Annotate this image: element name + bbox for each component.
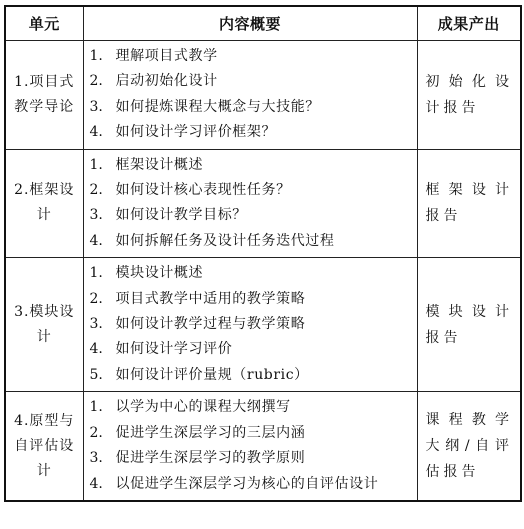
- header-unit: 单元: [5, 6, 83, 41]
- list-item: [84, 44, 417, 69]
- content-cell: [83, 258, 417, 392]
- list-item-number: 3.: [89, 98, 103, 115]
- list-item-number: 1.: [89, 156, 103, 173]
- content-cell: [83, 41, 417, 150]
- list-item-text: 如何设计教学目标？: [115, 207, 247, 224]
- unit-cell: 3.模块设计: [5, 258, 83, 392]
- list-item: [84, 395, 417, 420]
- unit-cell: 4.原型与自评估设计: [5, 392, 83, 501]
- table-row: [5, 392, 521, 501]
- unit-cell: 1.项目式教学导论: [5, 41, 83, 150]
- list-item-text: 启动初始化设计: [115, 73, 218, 90]
- table-body: [5, 41, 521, 501]
- list-item-number: 5.: [89, 366, 103, 383]
- list-item-text: 如何设计核心表现性任务？: [115, 182, 291, 199]
- list-item-number: 4.: [89, 475, 103, 492]
- list-item-number: 1.: [89, 399, 103, 416]
- list-item-number: 2.: [89, 290, 103, 307]
- list-item-text: 以促进学生深层学习为核心的自评估设计: [115, 475, 379, 492]
- list-item-number: 2.: [89, 182, 103, 199]
- list-item-number: 2.: [89, 424, 103, 441]
- list-item: [84, 153, 417, 178]
- list-item: [84, 472, 417, 497]
- result-cell: 课程教学大纲/自评估报告: [417, 392, 521, 501]
- list-item: [84, 120, 417, 145]
- result-cell: 框架设计报告: [417, 149, 521, 258]
- list-item-text: 理解项目式教学: [115, 48, 218, 64]
- list-item: [84, 95, 417, 120]
- list-item-text: 如何设计学习评价: [115, 341, 233, 358]
- result-cell: 模块设计报告: [417, 258, 521, 392]
- content-cell: [83, 392, 417, 501]
- content-list: [84, 261, 417, 388]
- list-item: [84, 312, 417, 337]
- curriculum-table: [4, 5, 522, 502]
- content-list: [84, 153, 417, 255]
- list-item: [84, 178, 417, 203]
- list-item-text: 模块设计概述: [115, 265, 204, 282]
- table-header-row: [5, 6, 521, 41]
- list-item: [84, 203, 417, 228]
- table-row: [5, 258, 521, 392]
- list-item-number: 4.: [89, 124, 103, 141]
- table-row: [5, 41, 521, 150]
- list-item: [84, 261, 417, 286]
- list-item: [84, 363, 417, 388]
- list-item-text: 如何拆解任务及设计任务迭代过程: [115, 232, 335, 249]
- list-item-number: 1.: [89, 48, 103, 64]
- list-item: [84, 229, 417, 254]
- list-item-number: 4.: [89, 341, 103, 358]
- header-result: 成果产出: [417, 6, 521, 41]
- list-item-number: 2.: [89, 73, 103, 90]
- list-item-text: 如何设计评价量规（rubric）: [115, 366, 309, 383]
- content-list: [84, 44, 417, 146]
- list-item-number: 1.: [89, 265, 103, 282]
- list-item: [84, 287, 417, 312]
- list-item-text: 项目式教学中适用的教学策略: [115, 290, 306, 307]
- list-item-text: 以学为中心的课程大纲撰写: [115, 399, 291, 416]
- list-item-number: 3.: [89, 207, 103, 224]
- list-item: [84, 446, 417, 471]
- list-item-text: 促进学生深层学习的三层内涵: [115, 424, 306, 441]
- result-cell: 初始化设计报告: [417, 41, 521, 150]
- list-item-text: 如何设计教学过程与教学策略: [115, 316, 306, 333]
- list-item: [84, 421, 417, 446]
- content-list: [84, 395, 417, 497]
- list-item: [84, 337, 417, 362]
- list-item: [84, 69, 417, 94]
- list-item-number: 3.: [89, 316, 103, 333]
- list-item-text: 如何设计学习评价框架？: [115, 124, 277, 141]
- unit-cell: 2.框架设计: [5, 149, 83, 258]
- list-item-number: 4.: [89, 232, 103, 249]
- list-item-text: 促进学生深层学习的教学原则: [115, 450, 306, 467]
- content-cell: [83, 149, 417, 258]
- header-content: 内容概要: [83, 6, 417, 41]
- list-item-number: 3.: [89, 450, 103, 467]
- table-row: [5, 149, 521, 258]
- list-item-text: 如何提炼课程大概念与大技能？: [115, 98, 320, 115]
- list-item-text: 框架设计概述: [115, 156, 204, 173]
